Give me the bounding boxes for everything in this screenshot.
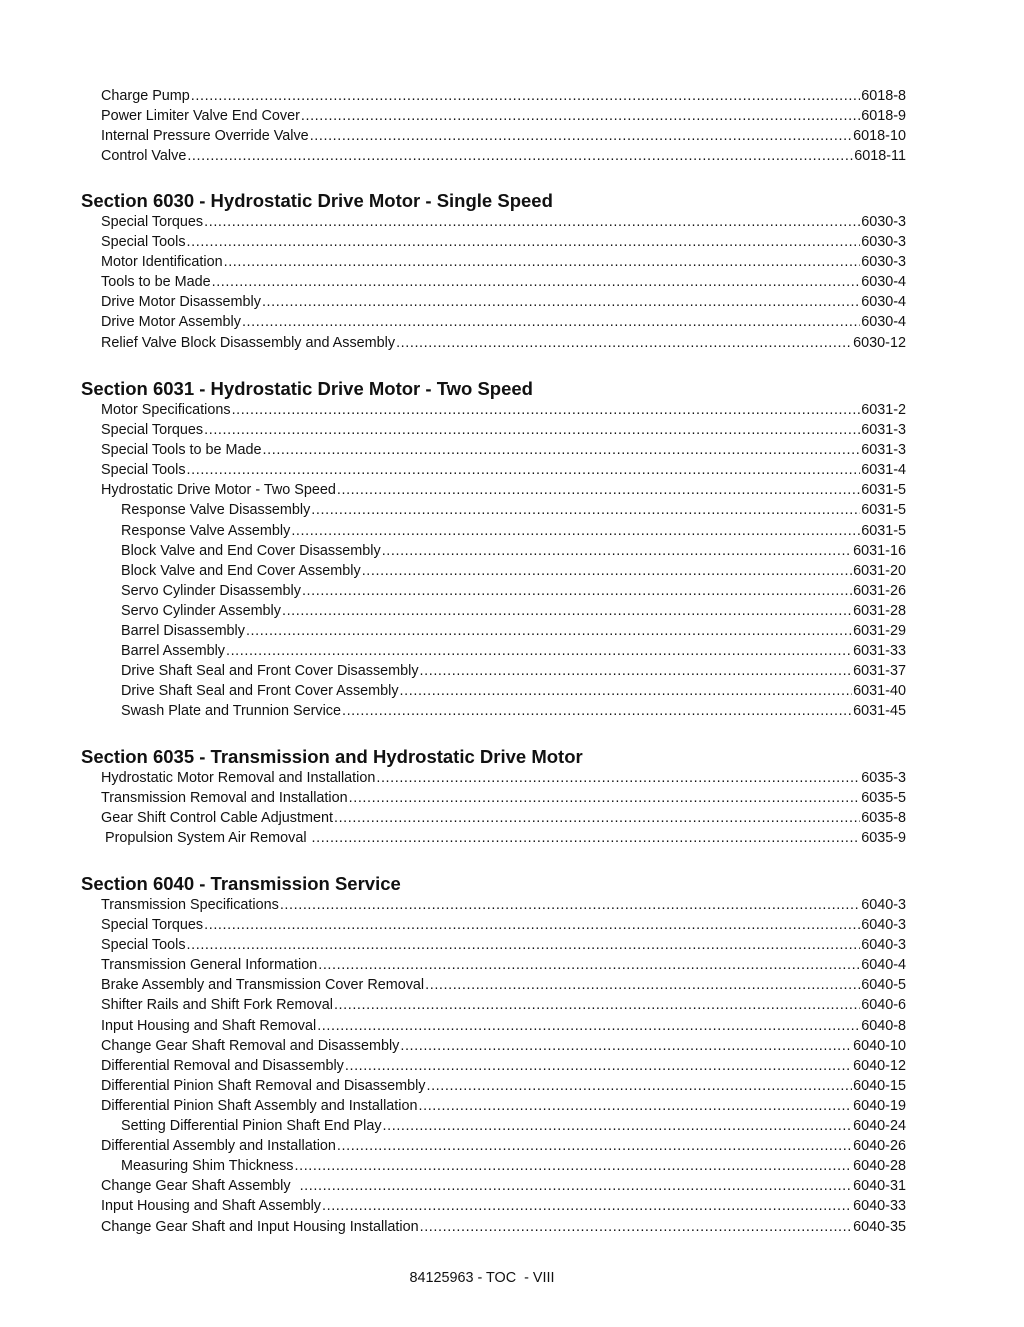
entry-title: Block Valve and End Cover Disassembly [121, 542, 381, 559]
toc-subentry[interactable] [81, 581, 906, 601]
entry-page: 6035-8 [861, 810, 906, 827]
entry-page: 6018-11 [854, 148, 906, 165]
entry-title: Differential Pinion Shaft Removal and Disassembly [101, 1077, 426, 1094]
entry-page: 6031-29 [853, 623, 906, 640]
entry-title: Input Housing and Shaft Removal [101, 1017, 317, 1034]
toc-entry[interactable] [81, 480, 906, 500]
dot-leader [345, 1056, 852, 1076]
toc-entry[interactable] [81, 895, 906, 915]
toc-entry[interactable] [81, 915, 906, 935]
dot-leader [400, 681, 853, 701]
entry-title: Differential Assembly and Installation [101, 1138, 336, 1155]
toc-subentry[interactable] [81, 641, 906, 661]
toc-entry[interactable] [81, 1096, 906, 1116]
toc-subentry[interactable] [81, 701, 906, 721]
entry-title: Drive Motor Assembly [101, 314, 241, 331]
section-heading[interactable]: Section 6035 - Transmission and Hydrostatic Drive Motor [81, 746, 583, 767]
dot-leader [187, 460, 861, 480]
section-6030 [81, 190, 906, 353]
entry-title: Block Valve and End Cover Assembly [121, 562, 361, 579]
entry-title: Shifter Rails and Shift Fork Removal [101, 997, 333, 1014]
entry-page: 6040-33 [853, 1198, 906, 1215]
toc-entry[interactable] [81, 1217, 906, 1237]
dot-leader [224, 252, 861, 272]
entry-title: Transmission Removal and Installation [101, 790, 348, 807]
dot-leader [334, 995, 860, 1015]
toc-entry[interactable] [81, 312, 906, 332]
entry-page: 6031-33 [853, 643, 906, 660]
entry-page: 6030-4 [861, 274, 906, 291]
entry-title: Special Tools to be Made [101, 442, 262, 459]
dot-leader [291, 521, 860, 541]
entry-title: Differential Removal and Disassembly [101, 1057, 344, 1074]
entry-page: 6040-3 [861, 937, 906, 954]
dot-leader [382, 541, 852, 561]
dot-leader [310, 126, 852, 146]
entry-page: 6031-5 [861, 482, 906, 499]
dot-leader [302, 581, 852, 601]
entry-title: Special Torques [101, 917, 204, 934]
entry-title: Motor Specifications [101, 402, 231, 418]
entry-title: Change Gear Shaft Removal and Disassembly [101, 1037, 400, 1054]
toc-subentry[interactable] [81, 621, 906, 641]
entry-title: Differential Pinion Shaft Assembly and Installation [101, 1097, 418, 1114]
entry-title: Transmission Specifications [101, 897, 279, 913]
entry-page: 6040-12 [853, 1057, 906, 1074]
dot-leader [322, 1196, 852, 1216]
toc-entry[interactable] [81, 420, 906, 440]
dot-leader [280, 895, 860, 915]
toc-subentry[interactable] [81, 661, 906, 681]
entry-title: Barrel Disassembly [121, 623, 245, 640]
toc-subentry[interactable] [81, 1156, 906, 1176]
dot-leader [376, 768, 860, 788]
entry-title: Hydrostatic Motor Removal and Installation [101, 770, 376, 786]
dot-leader [400, 1036, 852, 1056]
entry-page: 6030-3 [861, 234, 906, 251]
dot-leader [362, 561, 852, 581]
dot-leader [187, 232, 861, 252]
dot-leader [420, 1217, 853, 1237]
toc-entry[interactable] [81, 1176, 906, 1196]
entry-title: Servo Cylinder Disassembly [121, 582, 301, 599]
entry-page: 6030-3 [861, 214, 906, 230]
toc-entry[interactable] [81, 86, 906, 106]
entry-title: Hydrostatic Drive Motor - Two Speed [101, 482, 336, 499]
entry-title: Special Torques [101, 214, 204, 230]
toc-entry[interactable] [81, 788, 906, 808]
intro-entry-list [81, 86, 906, 166]
entry-title: Control Valve [101, 148, 187, 165]
entry-title: Barrel Assembly [121, 643, 225, 660]
dot-leader [337, 480, 860, 500]
entry-page: 6031-4 [861, 462, 906, 479]
toc-entry[interactable] [81, 272, 906, 292]
toc-entry[interactable] [81, 828, 906, 848]
dot-leader [342, 701, 852, 721]
dot-leader [262, 292, 860, 312]
toc-entry[interactable] [81, 1196, 906, 1216]
entry-page: 6031-3 [861, 442, 906, 459]
dot-leader [187, 935, 861, 955]
dot-leader [334, 808, 860, 828]
dot-leader [426, 1076, 852, 1096]
dot-leader [226, 641, 852, 661]
page-footer: 84125963 - TOC - VIII [409, 1270, 555, 1286]
entry-title: Special Tools [101, 462, 186, 479]
dot-leader [420, 661, 853, 681]
toc-subentry[interactable] [81, 541, 906, 561]
entry-title: Relief Valve Block Disassembly and Assembly [101, 334, 396, 351]
entry-page: 6040-8 [861, 1017, 906, 1034]
dot-leader [212, 272, 861, 292]
toc-subentry[interactable] [81, 681, 906, 701]
toc-entry[interactable] [81, 292, 906, 312]
entry-title: Internal Pressure Override Valve [101, 128, 309, 145]
entry-page: 6031-5 [861, 502, 906, 519]
entry-page: 6040-3 [861, 917, 906, 934]
dot-leader [337, 1136, 852, 1156]
entry-page: 6040-3 [861, 897, 906, 913]
entry-title: Input Housing and Shaft Assembly [101, 1198, 321, 1215]
entry-title: Response Valve Disassembly [121, 502, 311, 519]
entry-title: Change Gear Shaft Assembly [101, 1178, 299, 1195]
entry-page: 6031-26 [853, 582, 906, 599]
dot-leader [383, 1116, 853, 1136]
dot-leader [419, 1096, 853, 1116]
entry-title: Measuring Shim Thickness [121, 1158, 294, 1175]
toc-entry[interactable] [81, 1016, 906, 1036]
section-heading[interactable]: Section 6030 - Hydrostatic Drive Motor - Single Speed [81, 190, 553, 211]
entry-title: Brake Assembly and Transmission Cover Removal [101, 977, 425, 994]
toc-entry[interactable] [81, 440, 906, 460]
entry-title: Drive Shaft Seal and Front Cover Assembly [121, 683, 399, 700]
dot-leader [311, 500, 860, 520]
dot-leader [349, 788, 861, 808]
dot-leader [263, 440, 861, 460]
entry-page: 6031-2 [861, 402, 906, 418]
entry-title: Special Tools [101, 234, 186, 251]
toc-entry[interactable] [81, 768, 906, 788]
toc-entry[interactable] [81, 995, 906, 1015]
toc-entry[interactable] [81, 106, 906, 126]
toc-entry[interactable] [81, 146, 906, 166]
dot-leader [300, 1176, 853, 1196]
dot-leader [295, 1156, 853, 1176]
entry-title: Change Gear Shaft and Input Housing Installation [101, 1218, 419, 1235]
toc-entry[interactable] [81, 808, 906, 828]
entry-page: 6040-26 [853, 1138, 906, 1155]
entry-page: 6030-4 [861, 314, 906, 331]
entry-title: Response Valve Assembly [121, 522, 291, 539]
entry-page: 6040-15 [853, 1077, 906, 1094]
entry-page: 6018-10 [853, 128, 906, 145]
section-heading[interactable]: Section 6031 - Hydrostatic Drive Motor - Two Speed [81, 378, 533, 399]
section-6035 [81, 746, 906, 848]
entry-title: Transmission General Information [101, 957, 318, 974]
entry-page: 6040-19 [853, 1097, 906, 1114]
entry-page: 6040-28 [853, 1158, 906, 1175]
entry-title: Motor Identification [101, 254, 223, 271]
entry-title: Special Tools [101, 937, 186, 954]
entry-page: 6031-20 [853, 562, 906, 579]
entry-page: 6031-40 [853, 683, 906, 700]
toc-subentry[interactable] [81, 561, 906, 581]
toc-subentry[interactable] [81, 1116, 906, 1136]
dot-leader [312, 828, 861, 848]
toc-entry[interactable] [81, 1076, 906, 1096]
toc-subentry[interactable] [81, 521, 906, 541]
dot-leader [187, 146, 853, 166]
entry-page: 6031-45 [853, 703, 906, 720]
entry-page: 6031-16 [853, 542, 906, 559]
entry-title: Servo Cylinder Assembly [121, 602, 281, 619]
dot-leader [204, 212, 860, 232]
entry-page: 6031-28 [853, 602, 906, 619]
toc-subentry[interactable] [81, 601, 906, 621]
dot-leader [301, 106, 860, 126]
entry-title: Special Torques [101, 422, 204, 439]
toc-entry[interactable] [81, 460, 906, 480]
entry-title: Drive Motor Disassembly [101, 294, 261, 311]
toc-entry[interactable] [81, 126, 906, 146]
toc-entry[interactable] [81, 400, 906, 420]
entry-title: Swash Plate and Trunnion Service [121, 703, 341, 720]
dot-leader [425, 975, 860, 995]
dot-leader [191, 86, 860, 106]
section-6031 [81, 378, 906, 722]
dot-leader [204, 420, 860, 440]
entry-page: 6030-12 [853, 334, 906, 351]
dot-leader [242, 312, 860, 332]
toc-entry[interactable] [81, 333, 906, 353]
entry-page: 6031-5 [861, 522, 906, 539]
entry-title: Power Limiter Valve End Cover [101, 108, 300, 125]
dot-leader [246, 621, 852, 641]
toc-entry[interactable] [81, 1136, 906, 1156]
toc-entry[interactable] [81, 1056, 906, 1076]
toc-entry[interactable] [81, 1036, 906, 1056]
toc-entry[interactable] [81, 252, 906, 272]
entry-page: 6040-10 [853, 1037, 906, 1054]
dot-leader [204, 915, 860, 935]
entry-page: 6030-4 [861, 294, 906, 311]
entry-page: 6040-31 [853, 1178, 906, 1195]
entry-title: Drive Shaft Seal and Front Cover Disassembly [121, 663, 419, 680]
entry-page: 6018-8 [861, 88, 906, 104]
section-6040 [81, 873, 906, 1237]
toc-entry[interactable] [81, 232, 906, 252]
dot-leader [317, 1016, 860, 1036]
entry-page: 6040-35 [853, 1218, 906, 1235]
entry-page: 6040-5 [861, 977, 906, 994]
entry-title: Charge Pump [101, 88, 190, 104]
entry-page: 6040-4 [861, 957, 906, 974]
entry-page: 6030-3 [861, 254, 906, 271]
entry-page: 6018-9 [861, 108, 906, 125]
entry-page: 6040-6 [861, 997, 906, 1014]
dot-leader [396, 333, 852, 353]
toc-subentry[interactable] [81, 500, 906, 520]
entry-page: 6031-3 [861, 422, 906, 439]
entry-title: Tools to be Made [101, 274, 211, 291]
dot-leader [232, 400, 861, 420]
entry-page: 6035-3 [861, 770, 906, 786]
entry-title: Setting Differential Pinion Shaft End Play [121, 1118, 382, 1135]
entry-page: 6040-24 [853, 1118, 906, 1135]
toc-entry[interactable] [81, 935, 906, 955]
entry-title: Propulsion System Air Removal [101, 830, 311, 847]
section-heading[interactable]: Section 6040 - Transmission Service [81, 873, 401, 894]
dot-leader [282, 601, 852, 621]
entry-title: Gear Shift Control Cable Adjustment [101, 810, 333, 827]
toc-entry[interactable] [81, 975, 906, 995]
toc-entry[interactable] [81, 212, 906, 232]
entry-page: 6035-5 [861, 790, 906, 807]
toc-entry[interactable] [81, 955, 906, 975]
entry-page: 6035-9 [861, 830, 906, 847]
dot-leader [318, 955, 860, 975]
entry-page: 6031-37 [853, 663, 906, 680]
